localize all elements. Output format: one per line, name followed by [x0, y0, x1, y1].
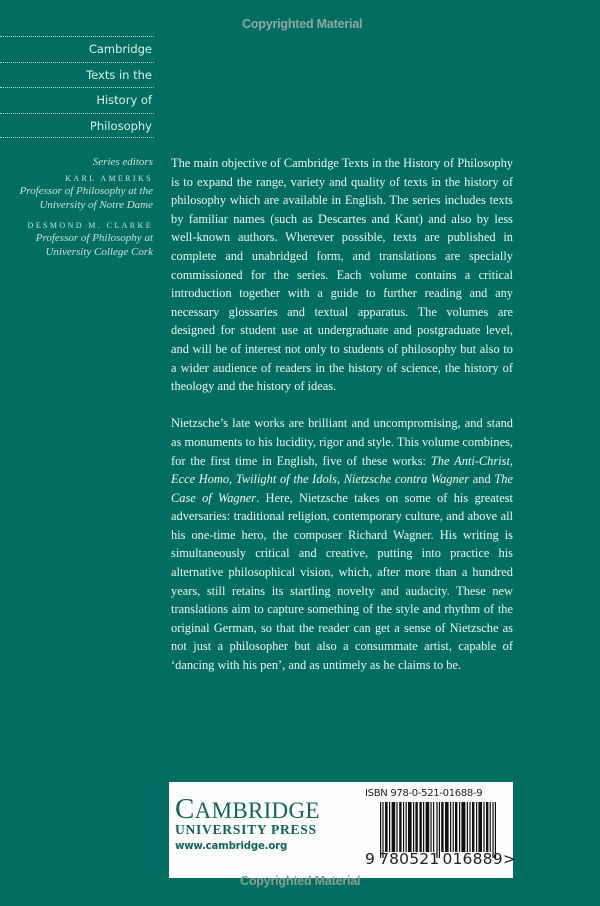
blurb-and: and	[469, 472, 495, 487]
blurb-intro: Nietzsche’s late works are brilliant and uncompromising, and stand as monuments to his lucidity, rigor and style. This volume combines, for the first time in English, five of these works:	[171, 416, 513, 468]
publisher-panel	[169, 782, 516, 878]
series-editors	[0, 155, 153, 259]
series-title-line: Cambridge	[0, 36, 154, 62]
isbn-label: ISBN 978-0-521-01688-9	[365, 788, 483, 799]
series-editors-label: Series editors	[92, 156, 153, 168]
series-title-block	[0, 36, 154, 138]
volume-description-paragraph	[171, 414, 513, 674]
blurb-rest: . Here, Nietzsche takes on some of his greatest adversaries: traditional religion, contemporary culture, and above all his one-time hero, the composer Richard Wagner. His writing is simultaneously critical and creative, putting into practice his alternative philosophical vision, which, after more than a hundred years, still retains its startling novelty and audacity. These new translations aim to capture something of the style and rhythm of the original German, so that the reader can get a sense of Nietzsche as not just a philosopher but also a consummate artist, capable of ‘dancing with his pen’, and as untimely as he claims to be.	[171, 490, 513, 673]
publisher-subname: UNIVERSITY PRESS	[175, 822, 317, 837]
cambridge-university-press-logo	[175, 793, 320, 854]
series-title-line: Texts in the	[0, 62, 154, 88]
back-cover-blurb	[171, 154, 513, 675]
editor-affiliation: Professor of Philosophy at the	[19, 185, 153, 197]
editor-affiliation: Professor of Philosophy at	[35, 232, 153, 244]
editor-affiliation: University College Cork	[45, 245, 153, 258]
copyright-watermark-top: Copyrighted Material	[242, 17, 363, 31]
works-title-list: The Anti-Christ, Ecce Homo, Twilight of the Idols, Nietzsche contra Wagner	[171, 453, 513, 487]
isbn-barcode	[365, 788, 516, 874]
series-description-paragraph: The main objective of Cambridge Texts in the History of Philosophy is to expand the range, variety and quality of texts in the history of philosophy which are available in English. The series includes texts by familiar names (such as Descartes and Kant) and also by less well-known authors. Wherever possible, texts are published in complete and unabridged form, and translations are specially commissioned for the series. Each volume contains a critical introduction together with a guide to further reading and any necessary glossaries and textual apparatus. The volumes are designed for student use at undergraduate and postgraduate level, and will be of interest not only to students of philosophy but also to a wider audience of readers in the history of science, the history of theology and the history of ideas.	[171, 156, 513, 394]
series-title-line: Philosophy	[0, 113, 154, 139]
series-title-line: History of	[0, 87, 154, 113]
publisher-url: www.cambridge.org	[175, 841, 288, 852]
works-title-last: The Case of Wagner	[171, 472, 513, 505]
copyright-watermark-bottom: Copyrighted Material	[240, 874, 361, 888]
editor-affiliation: University of Notre Dame	[39, 198, 153, 211]
publisher-name: CAMBRIDGE	[175, 793, 320, 825]
isbn-digits: 9 780521 016889>	[365, 850, 516, 868]
editor-name: KARL AMERIKS	[65, 174, 153, 183]
editor-name: DESMOND M. CLARKE	[27, 221, 153, 230]
